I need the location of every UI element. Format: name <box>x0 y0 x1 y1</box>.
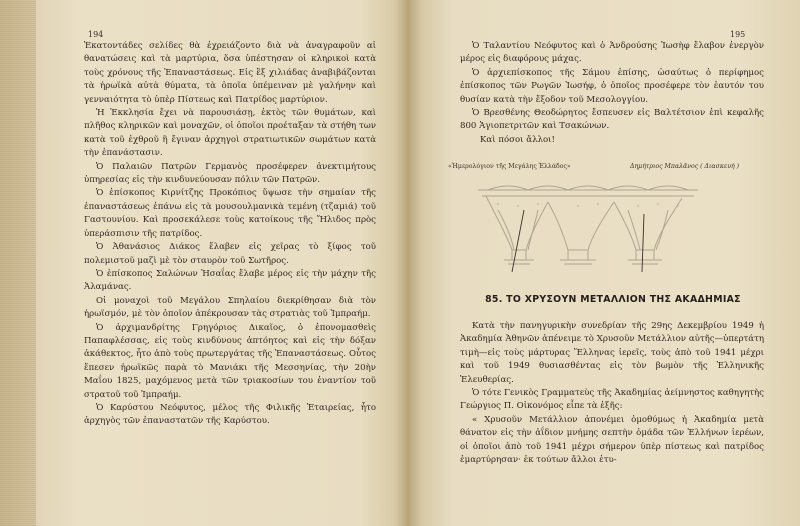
caption-author: Δημήτριος Μπαλᾶνος ( Διασκευή ) <box>630 163 740 170</box>
right-page-body-text <box>460 320 764 467</box>
right-paragraph: Ὁ ἀρχιεπίσκοπος τῆς Σάμου ἐπίσης, ὡσαύτως ὁ περίφημος ἐπίσκοπος τῶν Ρωγῶν Ἰωσήφ, ὁ ὁποῖος προσέφερε τὸν ἑαυτόν του θυσίαν κατὰ τὴν ἔξοδον τοῦ Μεσολογγίου. <box>460 67 764 105</box>
left-paragraph: Ὁ ἐπίσκοπος Κιρνίτζης Προκόπιος ὕψωσε τὴν σημαίαν τῆς ἐπαναστάσεως ἐπάνω εἰς τὰ μουσουλμανικὰ τεμένη (τζαμιά) τοῦ Γαστουνίου. Καὶ προσεκάλεσε τοὺς κατοίκους τῆς Ἤλιδος πρὸς ὑπεράσπισιν τῆς πατρίδος. <box>84 188 376 239</box>
right-paragraph: Ὁ Βρεσθένης Θεοδώρητος ἔσπευσεν εἰς Βαλτέτσιον ἐπὶ κεφαλῆς 800 Ἁγιοπετριτῶν καὶ Τσακώνων. <box>460 108 764 132</box>
body-paragraph: Ὁ τότε Γενικὸς Γραμματεὺς τῆς Ἀκαδημίας ἀείμνηστος καθηγητὴς Γεώργιος Π. Οἰκονόμος εἶπε τὰ ἑξῆς: <box>460 388 764 412</box>
left-paragraph: Ἡ Ἐκκλησία ἔχει νὰ παρουσιάσῃ, ἐκτὸς τῶν θυμάτων, καὶ πλῆθος κληρικῶν καὶ μοναχῶν, οἱ ὁποῖοι προέταξαν τὰ στήθη των κατὰ τοῦ ἐχθροῦ ἢ ἔγιναν ἀρχηγοὶ στρατιωτικῶν σωμάτων κατὰ τὴν ἐπανάστασιν. <box>84 108 376 159</box>
right-page-number: 195 <box>730 30 746 39</box>
closing-exclamation: Καὶ πόσοι ἄλλοι! <box>480 134 555 145</box>
left-paragraph: Ὁ Παλαιῶν Πατρῶν Γερμανὸς προσέφερεν ἀνεκτιμήτους ὑπηρεσίας εἰς τὴν κινδυνεύουσαν πόλιν τῶν Πατρῶν. <box>84 161 376 186</box>
right-paragraph: Ὁ Ταλαντίου Νεόφυτος καὶ ὁ Ἀνδρούσης Ἰωσὴφ ἔλαβον ἐνεργὸν μέρος εἰς διαφόρους μάχας. <box>460 41 764 65</box>
body-paragraph: « Χρυσοῦν Μετάλλιον ἀπονέμει ὁμοθύμως ἡ Ἀκαδημία μετὰ θάνατον εἰς τὴν ἀΐδιον μνήμης σεπτὴν ὁμάδα τῶν Ἑλλήνων ἱερέων, οἱ ὁποῖοι ἀπὸ τοῦ 1941 μέχρι σήμερον ὑπὲρ πίστεως καὶ πατρίδος ἐμαρτύρησαν· ἐκ τούτων ἄλλοι ἐτυ- <box>460 414 764 466</box>
right-page-top-text <box>460 40 764 147</box>
left-paragraph: Ὁ ἀρχιμανδρίτης Γρηγόριος Δικαῖος, ὁ ἐπονομασθεὶς Παπαφλέσσας, εἰς τοὺς κινδύνους ἀπτόητος καὶ εἰς τὴν δόξαν ἀκάθεκτος, ἦτο ἀπὸ τοὺς πρωτεργάτας τῆς Ἐπαναστάσεως. Οὗτος ἔπεσεν ἡρωϊκῶς παρὰ τὸ Μανιάκι τῆς Μεσσηνίας, τὴν 20ὴν Μαΐου 1825, μαχόμενος μετὰ τῶν τριακοσίων του ἐναντίον τοῦ στρατοῦ τοῦ Ἰμπραήμ. <box>84 322 376 400</box>
left-paragraph: Ὁ Ἀθανάσιος Διάκος ἔλαβεν εἰς χεῖρας τὸ ξίφος τοῦ πολεμιστοῦ μαζὶ μὲ τὸν σταυρὸν τοῦ Σωτῆρος. <box>84 242 376 266</box>
left-page-text <box>84 40 376 429</box>
left-paragraph: Ἑκατοντάδες σελίδες θὰ ἐχρειάζοντο διὰ νὰ ἀναγραφοῦν αἱ θανατώσεις καὶ τὰ μαρτύρια, ὅσα ὑπέστησαν οἱ κληρικοὶ κατὰ τοὺς χρόνους τῆς Ἐπαναστάσεως. Εἰς ἓξ χιλιάδας ἀναβιβάζονται τὰ ἡρωϊκὰ αὐτὰ θύματα, τὰ ὁποῖα ὑπέμειναν μὲ γαλήνην καὶ γενναιότητα τὸ ὑπὲρ Πίστεως καὶ Πατρίδος μαρτύριον. <box>84 41 376 105</box>
left-paragraph: Ὁ ἐπίσκοπος Σαλώνων Ἡσαΐας ἔλαβε μέρος εἰς τὴν μάχην τῆς Ἀλαμάνας. <box>84 268 376 293</box>
caption-source: «Ἡμερολόγιον τῆς Μεγάλης Ἑλλάδος» <box>448 163 571 170</box>
body-paragraph: Κατὰ τὴν πανηγυρικὴν συνεδρίαν τῆς 29ης Δεκεμβρίου 1949 ἡ Ἀκαδημία Ἀθηνῶν ἀπένειμε τὸ Χρυσοῦν Μετάλλιον αὐτῆς—ὑπερτάτη τιμὴ—εἰς τοὺς μάρτυρας Ἕλληνας ἱερεῖς, τοὺς ἀπὸ τοῦ 1941 μέχρι καὶ τοῦ 1949 θυσιασθέντας εἰς τὸν βωμὸν τῆς Ἑλληνικῆς Ἐλευθερίας. <box>460 321 764 385</box>
left-paragraph: Οἱ μοναχοὶ τοῦ Μεγάλου Σπηλαίου διεκρίθησαν διὰ τὸν ἡρωϊσμόν, μὲ τὸν ὁποῖον ἀπέκρουσαν τὰς στρατιὰς τοῦ Ἰμπραήμ. <box>84 295 376 320</box>
ornament-illustration <box>468 180 708 275</box>
right-page <box>408 0 800 526</box>
section-title: 85. ΤΟ ΧΡΥΣΟΥΝ ΜΕΤΑΛΛΙΟΝ ΤΗΣ ΑΚΑΔΗΜΙΑΣ <box>485 294 741 305</box>
left-paragraph: Ὁ Καρύστου Νεόφυτος, μέλος τῆς Φιλικῆς Ἑταιρείας, ἦτο ἀρχηγὸς τῶν ἐπαναστατῶν τῆς Καρύστου. <box>84 402 376 427</box>
page-edges-decoration <box>0 0 36 526</box>
left-page-number: 194 <box>88 30 104 39</box>
